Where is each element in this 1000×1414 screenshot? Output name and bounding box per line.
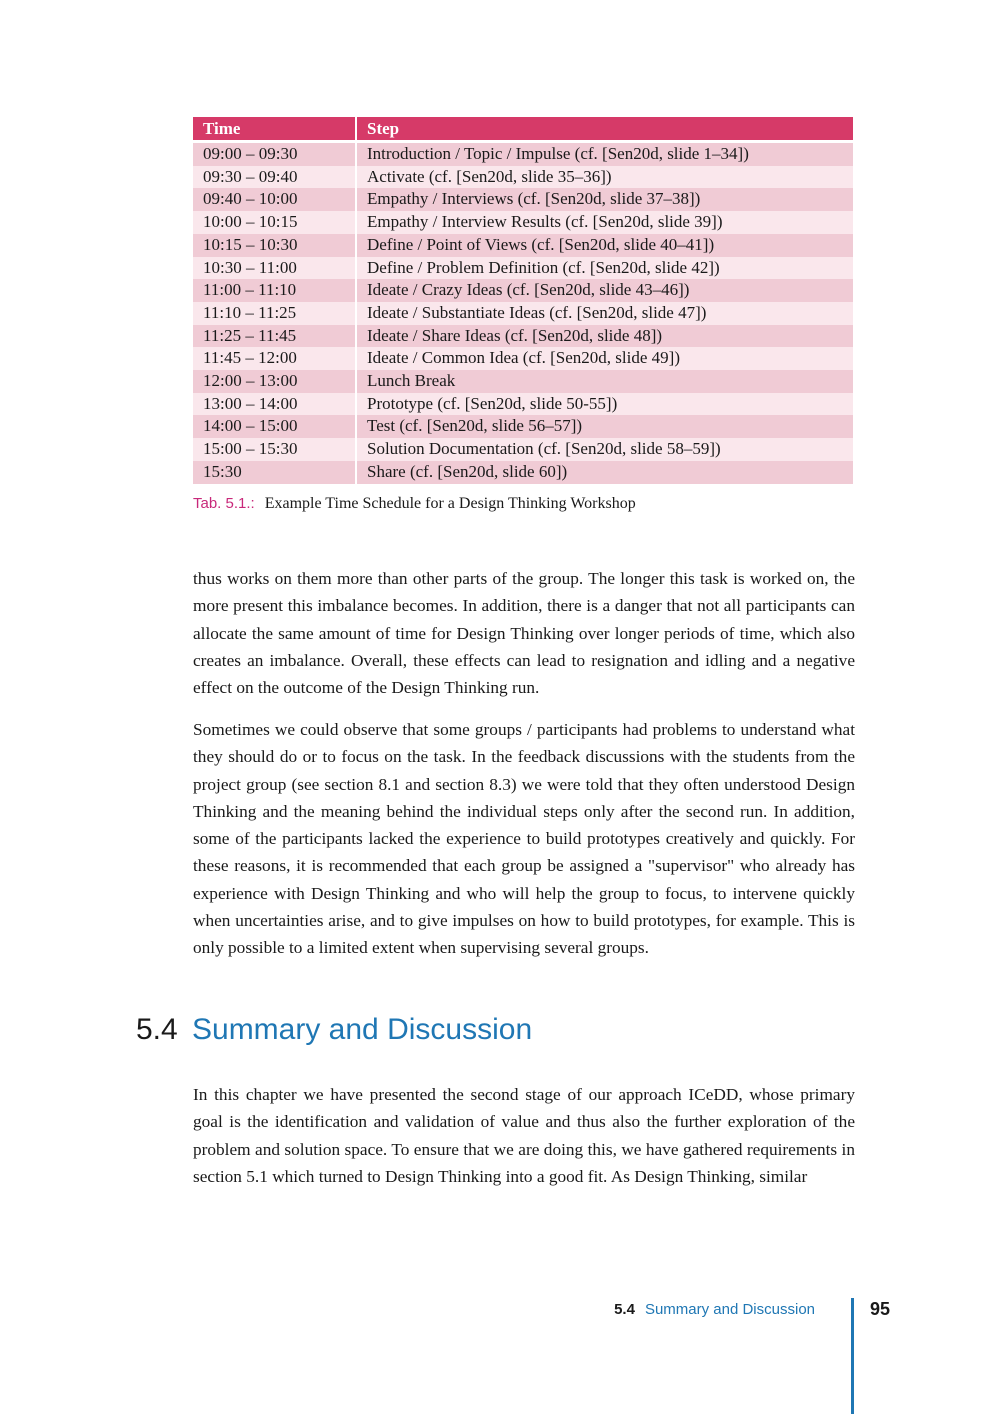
table-body [193,140,853,484]
column-header-time: Time [193,117,357,140]
time-cell: 12:00 – 13:00 [193,370,357,393]
step-cell: Ideate / Common Idea (cf. [Sen20d, slide 49]) [357,347,853,370]
table-row [193,325,853,348]
time-cell: 11:25 – 11:45 [193,325,357,348]
table-row [193,166,853,189]
table-row [193,461,853,484]
footer-section-title: Summary and Discussion [644,1301,815,1318]
table-row [193,140,853,166]
section-heading [136,1010,532,1050]
step-cell: Empathy / Interview Results (cf. [Sen20d, slide 39]) [357,211,853,234]
time-cell: 11:45 – 12:00 [193,347,357,370]
running-footer [614,1300,815,1320]
step-cell: Define / Problem Definition (cf. [Sen20d, slide 42]) [357,257,853,280]
time-cell: 11:10 – 11:25 [193,302,357,325]
step-cell: Ideate / Crazy Ideas (cf. [Sen20d, slide 43–46]) [357,279,853,302]
time-cell: 09:00 – 09:30 [193,140,357,166]
table-caption [193,495,636,513]
table-row [193,279,853,302]
time-cell: 15:00 – 15:30 [193,438,357,461]
step-cell: Empathy / Interviews (cf. [Sen20d, slide 37–38]) [357,188,853,211]
table-row [193,370,853,393]
table-row [193,211,853,234]
table-caption-label: Tab. 5.1.: [193,495,255,512]
body-paragraph: thus works on them more than other parts of the group. The longer this task is worked on, the more present this imbalance becomes. In addition, there is a danger that not all participants can allocate the same amount of time for Design Thinking over longer periods of time, which also creates an imbalance. Overall, these effects can lead to resignation and idling and a negative effect on the outcome of the Design Thinking run. [193,569,855,698]
time-cell: 09:40 – 10:00 [193,188,357,211]
time-cell: 13:00 – 14:00 [193,393,357,416]
table-row [193,188,853,211]
table-header-row [193,117,853,140]
table-row [193,347,853,370]
step-cell: Test (cf. [Sen20d, slide 56–57]) [357,415,853,438]
time-cell: 15:30 [193,461,357,484]
table-row [193,302,853,325]
time-cell: 11:00 – 11:10 [193,279,357,302]
table-row [193,393,853,416]
table-row [193,438,853,461]
step-cell: Share (cf. [Sen20d, slide 60]) [357,461,853,484]
table-row [193,415,853,438]
table-caption-text: Example Time Schedule for a Design Thinking Workshop [264,495,636,512]
schedule-table [193,117,853,484]
time-cell: 10:15 – 10:30 [193,234,357,257]
time-cell: 09:30 – 09:40 [193,166,357,189]
time-cell: 10:00 – 10:15 [193,211,357,234]
step-cell: Introduction / Topic / Impulse (cf. [Sen20d, slide 1–34]) [357,140,853,166]
column-header-step: Step [357,117,853,140]
section-number: 5.4 [136,1013,178,1046]
body-paragraph: Sometimes we could observe that some groups / participants had problems to understand what they should do or to focus on the task. In the feedback discussions with the students from the project group (see section 8.1 and section 8.3) we were told that they often understood Design Thinking and the meaning behind the individual steps only after the second run. In addition, some of the participants lacked the experience to build prototypes creatively and quickly. For these reasons, it is recommended that each group be assigned a "supervisor" who already has experience with Design Thinking and who will help the group to focus, to intervene quickly when uncertainties arise, and to give impulses on how to build prototypes, for example. This is only possible to a limited extent when supervising several groups. [193,720,855,958]
step-cell: Ideate / Share Ideas (cf. [Sen20d, slide 48]) [357,325,853,348]
time-cell: 14:00 – 15:00 [193,415,357,438]
page-number: 95 [870,1299,891,1319]
table-row [193,234,853,257]
step-cell: Solution Documentation (cf. [Sen20d, slide 58–59]) [357,438,853,461]
footer-section-number: 5.4 [614,1301,635,1318]
body-paragraph: In this chapter we have presented the second stage of our approach ICeDD, whose primary goal is the identification and validation of value and thus also the further exploration of the problem and solution space. To ensure that we are doing this, we have gathered requirements in section 5.1 which turned to Design Thinking into a good fit. As Design Thinking, similar [193,1085,855,1186]
step-cell: Define / Point of Views (cf. [Sen20d, slide 40–41]) [357,234,853,257]
step-cell: Prototype (cf. [Sen20d, slide 50-55]) [357,393,853,416]
step-cell: Ideate / Substantiate Ideas (cf. [Sen20d, slide 47]) [357,302,853,325]
step-cell: Lunch Break [357,370,853,393]
step-cell: Activate (cf. [Sen20d, slide 35–36]) [357,166,853,189]
table-row [193,257,853,280]
time-cell: 10:30 – 11:00 [193,257,357,280]
footer-rule [851,1298,854,1414]
section-title: Summary and Discussion [192,1013,533,1046]
